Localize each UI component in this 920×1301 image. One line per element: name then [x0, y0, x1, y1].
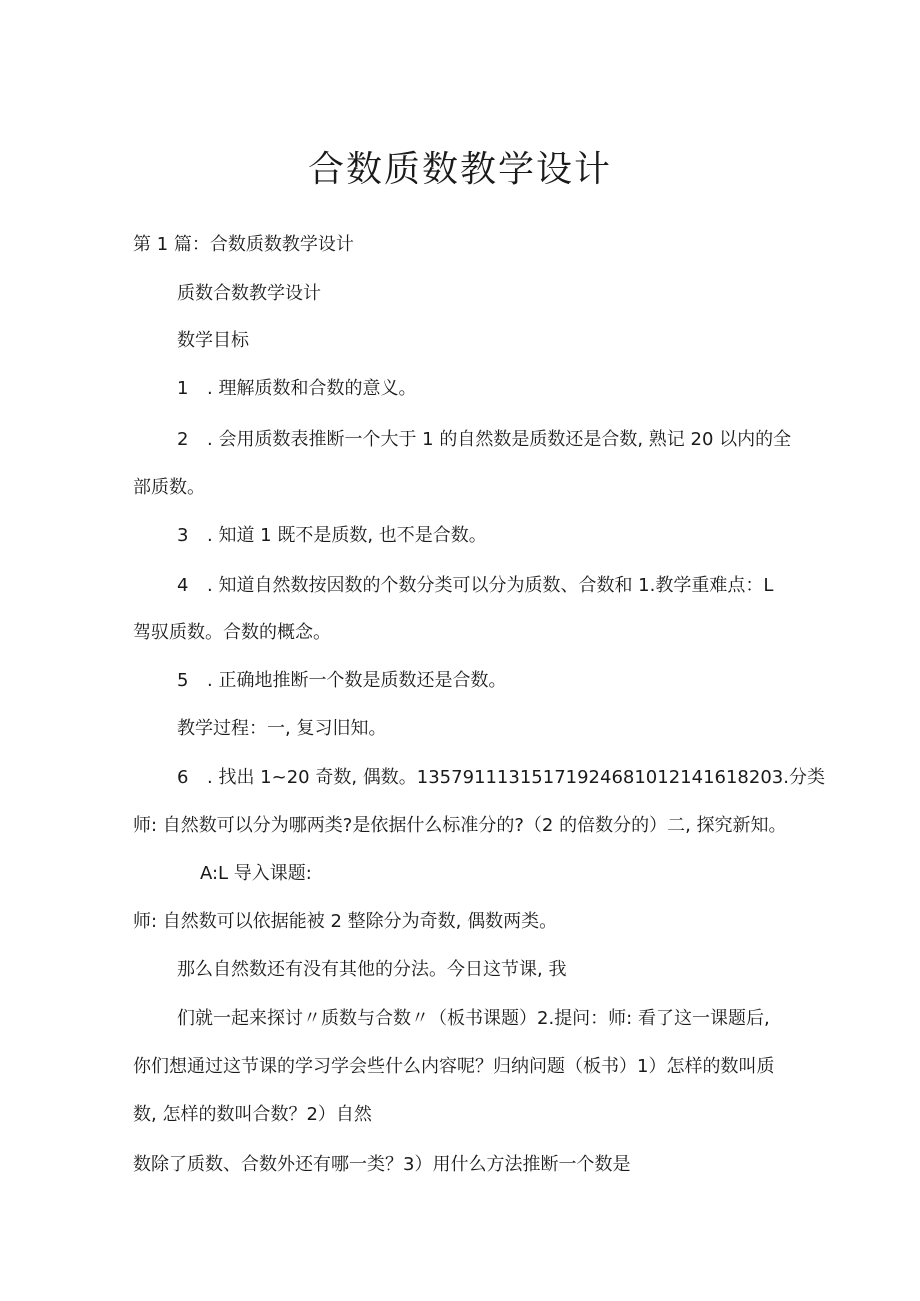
list-item: [177, 668, 506, 694]
list-number: 4: [177, 575, 189, 596]
list-number: 1: [177, 378, 189, 399]
list-item: [177, 765, 825, 791]
paragraph-line: 第 1 篇：合数质数教学设计: [133, 234, 354, 255]
paragraph-line: 部质数。: [133, 477, 205, 498]
section-heading: 数学目标: [177, 330, 249, 351]
paragraph-line: A:L 导入课题:: [200, 863, 312, 884]
list-item: [177, 427, 791, 453]
list-item-text: . 会用质数表推断一个大于 1 的自然数是质数还是合数, 熟记 20 以内的全: [207, 429, 792, 450]
list-item-text: . 理解质数和合数的意义。: [207, 378, 417, 399]
list-item: [177, 523, 487, 549]
paragraph-line: 数, 怎样的数叫合数？2）自然: [133, 1104, 372, 1125]
paragraph-line: 们就一起来探讨〃质数与合数〃（板书课题）2.提问：师: 看了这一课题后,: [177, 1008, 770, 1029]
list-number: 3: [177, 525, 189, 546]
paragraph-line: 那么自然数还有没有其他的分法。今日这节课, 我: [177, 959, 567, 980]
list-item-text: . 找出 1~20 奇数, 偶数。13579111315171924681012141618203.分类: [207, 767, 825, 788]
list-item-text: . 知道自然数按因数的个数分类可以分为质数、合数和 1.教学重难点：L: [207, 575, 774, 596]
list-item: [177, 573, 773, 599]
paragraph-line: 你们想通过这节课的学习学会些什么内容呢？归纳问题（板书）1）怎样的数叫质: [133, 1056, 775, 1077]
list-item: [177, 376, 416, 402]
list-number: 6: [177, 767, 189, 788]
paragraph-line: 数除了质数、合数外还有哪一类？3）用什么方法推断一个数是: [133, 1154, 631, 1175]
list-number: 2: [177, 429, 189, 450]
list-item-text: . 正确地推断一个数是质数还是合数。: [207, 670, 507, 691]
paragraph-line: 教学过程：一, 复习旧知。: [177, 718, 387, 739]
list-item-text: . 知道 1 既不是质数, 也不是合数。: [207, 525, 487, 546]
paragraph-line: 质数合数教学设计: [177, 283, 321, 304]
paragraph-line: 师: 自然数可以分为哪两类?是依据什么标准分的?（2 的倍数分的）二, 探究新知。: [133, 815, 787, 836]
paragraph-line: 驾驭质数。合数的概念。: [133, 622, 331, 643]
paragraph-line: 师: 自然数可以依据能被 2 整除分为奇数, 偶数两类。: [133, 911, 558, 932]
document-title: 合数质数教学设计: [307, 149, 612, 190]
list-number: 5: [177, 670, 189, 691]
